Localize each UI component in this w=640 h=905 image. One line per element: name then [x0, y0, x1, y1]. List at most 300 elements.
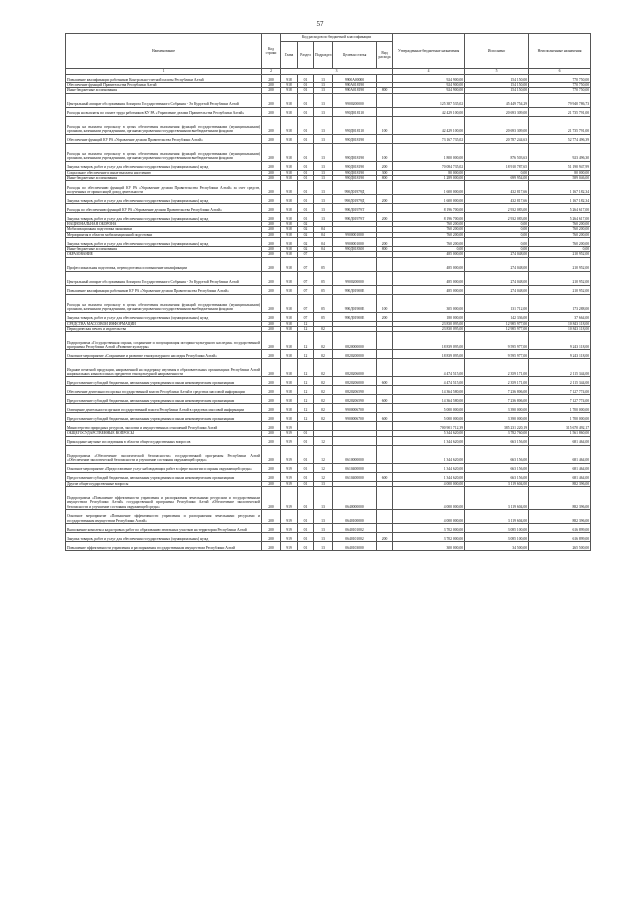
row-approved: 4 474 515,00 — [393, 377, 465, 386]
table-row — [66, 509, 591, 523]
row-approved: 1 800 000,00 — [393, 143, 465, 161]
row-executed: 2 359 171,00 — [465, 359, 529, 377]
row-unexecuted: 1 700 000,00 — [529, 413, 591, 422]
row-subsection — [314, 422, 333, 431]
row-subsection: 13 — [314, 175, 333, 180]
row-executed: 0,00 — [465, 247, 529, 252]
row-line-code: 200 — [262, 294, 281, 312]
row-approved: 1 600 000,00 — [393, 195, 465, 204]
row-section: 02 — [298, 227, 314, 232]
row-approved: 760 200,00 — [393, 232, 465, 237]
table-row — [66, 213, 591, 222]
row-line-code: 200 — [262, 222, 281, 227]
row-chapter: 919 — [281, 509, 298, 523]
row-name: Повышение эффективности управления и распоряжения государственным имуществом Республики Алтай — [66, 541, 262, 550]
col-number: 5 — [465, 69, 529, 75]
row-executed: 0,00 — [465, 227, 529, 232]
row-approved: 1 344 620,00 — [393, 436, 465, 445]
row-name: Расходы на выплаты персоналу в целях обеспечения выполнения функций государственными (муниципальными) органами, казенными учреждениями, органами управления государственными внебюджетными фондами — [66, 116, 262, 134]
row-subsection: 04 — [314, 227, 333, 232]
row-executed: 876 503,63 — [465, 143, 529, 161]
row-name: Министерство природных ресурсов, экологии и имущественных отношений Республики Алтай — [66, 422, 262, 431]
row-name: Предоставление субсидий бюджетным, автономным учреждениям и иным некоммерческим организациям — [66, 413, 262, 422]
row-unexecuted: 760 200,00 — [529, 227, 591, 232]
row-executed: 3 390 000,00 — [465, 404, 529, 413]
row-chapter: 918 — [281, 377, 298, 386]
row-name: Расходы по обеспечению функций КУ РА «Управление делами Правительства Республики Алтай» — [66, 204, 262, 213]
row-line-code: 200 — [262, 413, 281, 422]
row-approved: 42 429 100,00 — [393, 107, 465, 116]
row-unexecuted: 1 700 000,00 — [529, 404, 591, 413]
row-subsection: 13 — [314, 75, 333, 83]
row-section: 01 — [298, 93, 314, 107]
row-executed: 20 693 309,00 — [465, 116, 529, 134]
row-approved: 924 900,00 — [393, 75, 465, 83]
row-approved: 180 000,00 — [393, 312, 465, 321]
row-chapter: 919 — [281, 422, 298, 431]
row-expense-type — [377, 107, 393, 116]
row-target — [333, 436, 377, 445]
row-target: 0610400000 — [333, 463, 377, 472]
row-approved: 3 702 000,00 — [393, 532, 465, 541]
row-line-code: 200 — [262, 377, 281, 386]
row-name: Социальное обеспечение и иные выплаты населению — [66, 170, 262, 175]
row-chapter: 919 — [281, 436, 298, 445]
row-unexecuted: 923 496,30 — [529, 143, 591, 161]
table-row — [66, 75, 591, 83]
row-chapter: 918 — [281, 170, 298, 175]
row-name: Прикладные научные исследования в области общегосударственных вопросов — [66, 436, 262, 445]
col-number: 6 — [529, 69, 591, 75]
row-unexecuted: 265 500,00 — [529, 541, 591, 550]
row-unexecuted: 5 264 617,00 — [529, 204, 591, 213]
table-row — [66, 523, 591, 532]
row-approved: 485 000,00 — [393, 285, 465, 294]
row-subsection: 04 — [314, 247, 333, 252]
row-expense-type — [377, 541, 393, 550]
row-expense-type — [377, 332, 393, 350]
row-name: Предоставление субсидий бюджетным, автономным учреждениям и иным некоммерческим организациям — [66, 472, 262, 481]
row-line-code: 200 — [262, 232, 281, 237]
row-target: 0640103000 — [333, 541, 377, 550]
col-number: 4 — [393, 69, 465, 75]
row-section: 01 — [298, 175, 314, 180]
row-name: Закупка товаров, работ и услуг для обеспечения государственных (муниципальных) нужд — [66, 161, 262, 170]
table-row — [66, 486, 591, 509]
row-chapter: 918 — [281, 413, 298, 422]
row-target: 990Д018110 — [333, 107, 377, 116]
row-section: 12 — [298, 404, 314, 413]
row-name: Центральный аппарат обслуживания Аппарата Государственного Собрания - Эл Курултай Республики Алтай — [66, 271, 262, 285]
row-name: Иные бюджетные ассигнования — [66, 175, 262, 180]
row-subsection: 13 — [314, 116, 333, 134]
row-executed: 663 156,00 — [465, 472, 529, 481]
row-unexecuted: 0,00 — [529, 247, 591, 252]
row-subsection: 13 — [314, 532, 333, 541]
row-line-code: 200 — [262, 481, 281, 486]
row-unexecuted: 882 396,00 — [529, 509, 591, 523]
row-name: Обеспечение деятельности органа государственной власти Республики Алтай в средствах массовой информации — [66, 386, 262, 395]
row-chapter: 919 — [281, 541, 298, 550]
row-target: 0820000000 — [333, 332, 377, 350]
row-expense-type — [377, 181, 393, 195]
row-chapter: 918 — [281, 107, 298, 116]
row-name: Другие общегосударственные вопросы — [66, 481, 262, 486]
row-unexecuted: 7 127 774,00 — [529, 395, 591, 404]
row-name: Повышение квалификации работников Контрольно-счетной палаты Республики Алтай — [66, 75, 262, 83]
row-subsection: 13 — [314, 523, 333, 532]
row-name: Предоставление субсидий бюджетным, автономным учреждениям и иным некоммерческим организациям — [66, 395, 262, 404]
row-executed: 154 150,00 — [465, 83, 529, 88]
row-expense-type — [377, 93, 393, 107]
row-section: 07 — [298, 285, 314, 294]
row-chapter: 918 — [281, 350, 298, 359]
table-row — [66, 404, 591, 413]
row-section: 01 — [298, 213, 314, 222]
table-row — [66, 161, 591, 170]
col-header-expense-type: Вид расхода — [377, 42, 393, 69]
row-expense-type — [377, 509, 393, 523]
row-approved: 485 000,00 — [393, 271, 465, 285]
row-section: 01 — [298, 523, 314, 532]
row-name: Мероприятия в области мобилизационной подготовки — [66, 232, 262, 237]
row-section: 07 — [298, 312, 314, 321]
row-line-code: 200 — [262, 523, 281, 532]
row-name: Расходы на выплаты персоналу в целях обеспечения выполнения функций государственными (муниципальными) органами, казенными учреждениями, органами управления государственными внебюджетными фондами — [66, 143, 262, 161]
row-line-code: 200 — [262, 195, 281, 204]
row-executed: 3 782 760,00 — [465, 431, 529, 436]
row-section: 12 — [298, 326, 314, 331]
row-chapter: 918 — [281, 252, 298, 257]
row-approved: 924 900,00 — [393, 83, 465, 88]
row-executed: 34 500,00 — [465, 541, 529, 550]
row-chapter: 918 — [281, 227, 298, 232]
row-executed: 663 156,00 — [465, 463, 529, 472]
row-chapter: 918 — [281, 213, 298, 222]
row-subsection: 13 — [314, 481, 333, 486]
row-subsection: 13 — [314, 107, 333, 116]
row-name: Закупка товаров, работ и услуг для обеспечения государственных (муниципальных) нужд — [66, 213, 262, 222]
row-chapter: 918 — [281, 204, 298, 213]
row-executed: 2 932 083,00 — [465, 213, 529, 222]
row-section: 07 — [298, 252, 314, 257]
row-chapter: 918 — [281, 93, 298, 107]
row-line-code: 200 — [262, 247, 281, 252]
row-unexecuted: 37 664,00 — [529, 312, 591, 321]
col-header-unexecuted: Неисполненные назначения — [529, 34, 591, 69]
row-line-code: 200 — [262, 285, 281, 294]
row-line-code: 200 — [262, 238, 281, 247]
row-name: Повышение квалификации работников КУ РА «Управление делами Правительства Республики Алтай» — [66, 285, 262, 294]
row-unexecuted: 10 843 118,00 — [529, 321, 591, 326]
row-line-code: 200 — [262, 181, 281, 195]
row-line-code: 200 — [262, 332, 281, 350]
col-number: 1 — [66, 69, 262, 75]
row-target: 9900006700 — [333, 404, 377, 413]
row-expense-type: 800 — [377, 88, 393, 93]
row-line-code: 200 — [262, 486, 281, 509]
row-unexecuted: 210 952,00 — [529, 257, 591, 271]
row-section: 12 — [298, 321, 314, 326]
row-section: 01 — [298, 83, 314, 88]
row-subsection: 12 — [314, 436, 333, 445]
row-target: 0820206590 — [333, 386, 377, 395]
row-expense-type: 100 — [377, 116, 393, 134]
row-chapter: 918 — [281, 116, 298, 134]
row-subsection: 12 — [314, 445, 333, 463]
table-row — [66, 386, 591, 395]
row-approved: 8 196 700,00 — [393, 213, 465, 222]
row-chapter: 918 — [281, 232, 298, 237]
table-row — [66, 422, 591, 431]
row-name: НАЦИОНАЛЬНАЯ ОБОРОНА — [66, 222, 262, 227]
row-line-code: 200 — [262, 161, 281, 170]
row-chapter: 919 — [281, 486, 298, 509]
row-subsection: 04 — [314, 238, 333, 247]
row-chapter: 918 — [281, 175, 298, 180]
row-expense-type: 200 — [377, 532, 393, 541]
row-expense-type: 100 — [377, 294, 393, 312]
row-name: СРЕДСТВА МАССОВОЙ ИНФОРМАЦИИ — [66, 321, 262, 326]
row-subsection: 13 — [314, 88, 333, 93]
row-executed: 7 236 806,00 — [465, 386, 529, 395]
row-line-code: 200 — [262, 431, 281, 436]
row-subsection: 13 — [314, 170, 333, 175]
row-target: 990A018190 — [333, 88, 377, 93]
row-unexecuted: 210 952,00 — [529, 271, 591, 285]
row-name: Основное мероприятие «Сохранение и развитие этнокультурного наследия Республики Алтай» — [66, 350, 262, 359]
row-name: Периодическая печать и издательства — [66, 326, 262, 331]
row-executed: 385 231 220,19 — [465, 422, 529, 431]
row-target: 990Д018190 — [333, 170, 377, 175]
row-line-code: 200 — [262, 227, 281, 232]
row-section: 01 — [298, 134, 314, 143]
row-subsection: 05 — [314, 271, 333, 285]
row-line-code: 200 — [262, 463, 281, 472]
row-name: Иные бюджетные ассигнования — [66, 247, 262, 252]
table-row — [66, 359, 591, 377]
row-unexecuted: 681 464,00 — [529, 472, 591, 481]
row-target: 0820200000 — [333, 350, 377, 359]
row-target: 0820206000 — [333, 377, 377, 386]
row-line-code: 200 — [262, 350, 281, 359]
table-row — [66, 271, 591, 285]
row-line-code: 200 — [262, 321, 281, 326]
row-name: Освещение деятельности органов государственной власти Республики Алтай в средствах массовой информации — [66, 404, 262, 413]
row-unexecuted: 882 396,00 — [529, 486, 591, 509]
row-expense-type — [377, 523, 393, 532]
table-row — [66, 107, 591, 116]
row-expense-type — [377, 404, 393, 413]
table-row — [66, 413, 591, 422]
row-target — [333, 257, 377, 271]
page-number: 57 — [316, 20, 324, 28]
row-expense-type — [377, 359, 393, 377]
row-subsection: 13 — [314, 143, 333, 161]
row-target: 990Д01900Е — [333, 285, 377, 294]
row-line-code: 200 — [262, 170, 281, 175]
row-section: 01 — [298, 532, 314, 541]
table-row — [66, 312, 591, 321]
row-name: Закупка товаров, работ и услуг для обеспечения государственных (муниципальных) нужд — [66, 532, 262, 541]
row-chapter: 918 — [281, 143, 298, 161]
row-unexecuted: 616 899,00 — [529, 532, 591, 541]
col-header-name: Наименование — [66, 34, 262, 69]
row-subsection: 13 — [314, 83, 333, 88]
row-name: Основное мероприятие «Предоставление услуг наблюдающих работ в сфере экологии и охраны окружающей среды» — [66, 463, 262, 472]
row-line-code: 200 — [262, 175, 281, 180]
table-row — [66, 350, 591, 359]
row-unexecuted: 760 200,00 — [529, 238, 591, 247]
row-expense-type: 100 — [377, 143, 393, 161]
row-chapter: 919 — [281, 431, 298, 436]
row-approved: 924 900,00 — [393, 88, 465, 93]
row-name: ОБРАЗОВАНИЕ — [66, 252, 262, 257]
row-expense-type — [377, 350, 393, 359]
row-executed: 274 048,00 — [465, 285, 529, 294]
row-subsection: 02 — [314, 332, 333, 350]
row-chapter: 918 — [281, 181, 298, 195]
row-executed: 7 236 806,00 — [465, 395, 529, 404]
row-approved: 5 000 000,00 — [393, 413, 465, 422]
row-section: 01 — [298, 161, 314, 170]
table-row — [66, 463, 591, 472]
row-executed: 45 449 754,29 — [465, 93, 529, 107]
row-executed: 12 985 977,00 — [465, 321, 529, 326]
row-name: Закупка товаров, работ и услуг для обеспечения государственных (муниципальных) нужд — [66, 195, 262, 204]
row-section: 01 — [298, 204, 314, 213]
row-chapter: 919 — [281, 523, 298, 532]
row-target: 990Д01979Т — [333, 204, 377, 213]
row-chapter: 919 — [281, 472, 298, 481]
table-row — [66, 238, 591, 247]
row-name: Расходы на выплаты по оплате труда работников КУ РА «Управление делами Правительства Республики Алтай» — [66, 107, 262, 116]
row-line-code: 200 — [262, 134, 281, 143]
row-line-code: 200 — [262, 395, 281, 404]
row-executed: 131 712,00 — [465, 294, 529, 312]
row-section: 07 — [298, 271, 314, 285]
row-expense-type: 200 — [377, 238, 393, 247]
row-unexecuted: 760 200,00 — [529, 222, 591, 227]
row-executed: 3 119 604,00 — [465, 486, 529, 509]
row-chapter: 918 — [281, 312, 298, 321]
col-header-line-code: Код строки — [262, 34, 281, 69]
row-target: 0640101002 — [333, 532, 377, 541]
row-executed: 3 390 000,00 — [465, 413, 529, 422]
row-name: Издание печатной продукции, направленной на поддержку изучения в образовательных организациях Республики Алтай национальных языков и иных предметов этнокультурной направленности — [66, 359, 262, 377]
row-chapter: 918 — [281, 359, 298, 377]
row-chapter: 919 — [281, 463, 298, 472]
row-subsection: 13 — [314, 541, 333, 550]
row-line-code: 200 — [262, 252, 281, 257]
row-chapter: 918 — [281, 395, 298, 404]
row-target: 990Д01979Т — [333, 213, 377, 222]
row-line-code: 200 — [262, 532, 281, 541]
row-executed: 154 150,00 — [465, 88, 529, 93]
row-target: 990Д018190 — [333, 175, 377, 180]
row-approved: 5 000 000,00 — [393, 404, 465, 413]
row-name: Расходы на выплаты персоналу в целях обеспечения выполнения функций государственными (муниципальными) органами, казенными учреждениями, органами управления государственными внебюджетными фондами — [66, 294, 262, 312]
row-approved: 18 839 095,00 — [393, 332, 465, 350]
row-unexecuted: 1 167 182,34 — [529, 195, 591, 204]
row-section: 12 — [298, 413, 314, 422]
row-line-code: 200 — [262, 359, 281, 377]
row-line-code: 200 — [262, 312, 281, 321]
row-executed: 432 817,66 — [465, 195, 529, 204]
row-executed: 9 595 977,00 — [465, 350, 529, 359]
row-approved: 14 364 580,00 — [393, 395, 465, 404]
row-section: 02 — [298, 232, 314, 237]
row-line-code: 200 — [262, 83, 281, 88]
row-subsection: 13 — [314, 181, 333, 195]
row-section: 01 — [298, 486, 314, 509]
col-header-approved: Утвержденные бюджетные назначения — [393, 34, 465, 69]
row-unexecuted: 80 000,00 — [529, 170, 591, 175]
row-unexecuted: 1 561 860,00 — [529, 431, 591, 436]
row-expense-type — [377, 204, 393, 213]
row-expense-type — [377, 436, 393, 445]
row-subsection: 13 — [314, 509, 333, 523]
row-line-code: 200 — [262, 326, 281, 331]
row-executed: 2 932 083,00 — [465, 204, 529, 213]
row-expense-type: 800 — [377, 247, 393, 252]
row-subsection: 02 — [314, 386, 333, 395]
row-line-code: 200 — [262, 271, 281, 285]
row-section: 02 — [298, 222, 314, 227]
row-executed: 0,00 — [465, 232, 529, 237]
row-section: 01 — [298, 509, 314, 523]
row-unexecuted: 681 464,00 — [529, 436, 591, 445]
row-approved: 23 830 095,00 — [393, 321, 465, 326]
row-name: Мобилизационная подготовка экономики — [66, 227, 262, 232]
row-executed: 18 910 787,65 — [465, 161, 529, 170]
row-approved: 5 344 620,00 — [393, 431, 465, 436]
table-row — [66, 204, 591, 213]
row-unexecuted: 2 115 344,00 — [529, 359, 591, 377]
row-expense-type: 600 — [377, 395, 393, 404]
row-subsection: 13 — [314, 93, 333, 107]
row-approved: 760 200,00 — [393, 222, 465, 227]
col-header-classification: Код расходов по бюджетной классификации — [281, 34, 393, 42]
row-target: 9900A00000 — [333, 75, 377, 83]
row-line-code: 200 — [262, 445, 281, 463]
row-target: 990Д018300 — [333, 247, 377, 252]
col-header-chapter: Глава — [281, 42, 298, 69]
row-subsection: 05 — [314, 294, 333, 312]
row-executed: 3 119 604,00 — [465, 509, 529, 523]
row-name: ОБЩЕГОСУДАРСТВЕННЫЕ ВОПРОСЫ — [66, 431, 262, 436]
row-section: 12 — [298, 395, 314, 404]
row-line-code: 200 — [262, 541, 281, 550]
row-section: 01 — [298, 170, 314, 175]
row-line-code: 200 — [262, 204, 281, 213]
row-subsection: 02 — [314, 326, 333, 331]
row-executed: 0,00 — [465, 170, 529, 175]
row-section: 01 — [298, 181, 314, 195]
col-header-subsection: Подраздел — [314, 42, 333, 69]
row-subsection: 02 — [314, 377, 333, 386]
row-approved: 485 000,00 — [393, 257, 465, 271]
row-chapter: 918 — [281, 222, 298, 227]
row-subsection: 02 — [314, 350, 333, 359]
table-row — [66, 436, 591, 445]
row-approved: 125 387 535,02 — [393, 93, 465, 107]
row-subsection: 02 — [314, 413, 333, 422]
row-expense-type: 600 — [377, 472, 393, 481]
row-chapter: 918 — [281, 75, 298, 83]
row-chapter: 918 — [281, 271, 298, 285]
row-name: Закупка товаров, работ и услуг для обеспечения государственных (муниципальных) нужд — [66, 312, 262, 321]
